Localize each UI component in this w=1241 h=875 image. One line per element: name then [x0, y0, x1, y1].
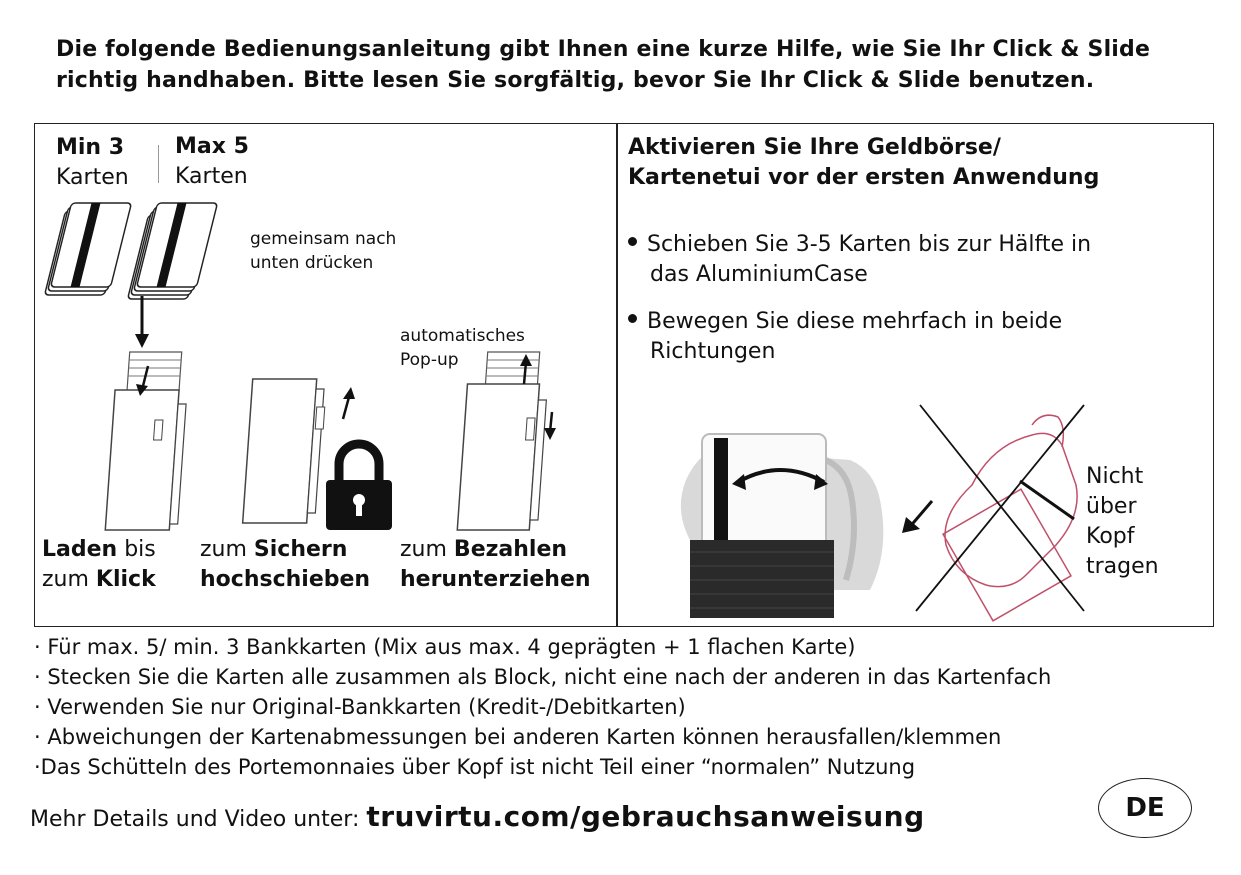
bullet-dot-icon	[628, 237, 637, 246]
activation-heading: Aktivieren Sie Ihre Geldbörse/ Kartenetui vor der ersten Anwendung	[628, 135, 1100, 190]
min-cards-label: Min 3 Karten	[56, 135, 129, 190]
card-case-icon	[100, 348, 210, 538]
min-max-divider	[158, 145, 159, 183]
language-badge: DE	[1098, 778, 1192, 838]
list-item: · Für max. 5/ min. 3 Bankkarten (Mix aus max. 4 geprägten + 1 flachen Karte)	[34, 635, 856, 659]
press-together-note: gemeinsam nach unten drücken	[250, 229, 397, 273]
intro-text	[56, 34, 1216, 96]
lock-icon	[326, 440, 392, 530]
upside-down-warning: Nicht über Kopf tragen	[1086, 464, 1159, 579]
down-arrow-icon	[132, 296, 152, 348]
activation-bullet: Schieben Sie 3-5 Karten bis zur Hälfte in das AluminiumCase	[628, 230, 1091, 290]
auto-popup-note: automatisches Pop-up	[400, 326, 525, 370]
list-item: · Verwenden Sie nur Original-Bankkarten (Kredit-/Debitkarten)	[34, 695, 686, 719]
details-footer	[30, 800, 925, 833]
list-item: · Abweichungen der Kartenabmessungen bei anderen Karten können herausfallen/klemmen	[34, 725, 1002, 749]
instructions-url[interactable]: truvirtu.com/gebrauchsanweisung	[366, 800, 925, 833]
intro-line-1: Die folgende Bedienungsanleitung gibt Ihnen eine kurze Hilfe, wie Sie Ihr Click & Slide	[56, 37, 1151, 62]
crossed-hand-drawing	[902, 405, 1092, 615]
step-pay-caption: zum Bezahlen herunterziehen	[400, 537, 591, 592]
bullet-dot-icon	[628, 314, 637, 323]
list-item: · Stecken Sie die Karten alle zusammen als Block, nicht eine nach der anderen in das Kartenfach	[34, 665, 1052, 689]
list-item: ·Das Schütteln des Portemonnaies über Kopf ist nicht Teil einer “normalen” Nutzung	[34, 755, 916, 779]
card-case-icon	[430, 348, 570, 538]
max-cards-label: Max 5 Karten	[175, 134, 249, 189]
intro-line-2: richtig handhaben. Bitte lesen Sie sorgfältig, bevor Sie Ihr Click & Slide benutzen.	[56, 68, 1095, 93]
activation-bullet: Bewegen Sie diese mehrfach in beide Richtungen	[628, 307, 1062, 367]
usage-notes	[34, 632, 1051, 782]
step-secure-caption: zum Sichern hochschieben	[200, 537, 371, 592]
step-load-caption: Laden bis zum Klick	[42, 537, 156, 592]
footer-prefix: Mehr Details und Video unter:	[30, 807, 367, 832]
hand-card-photo	[676, 420, 888, 620]
